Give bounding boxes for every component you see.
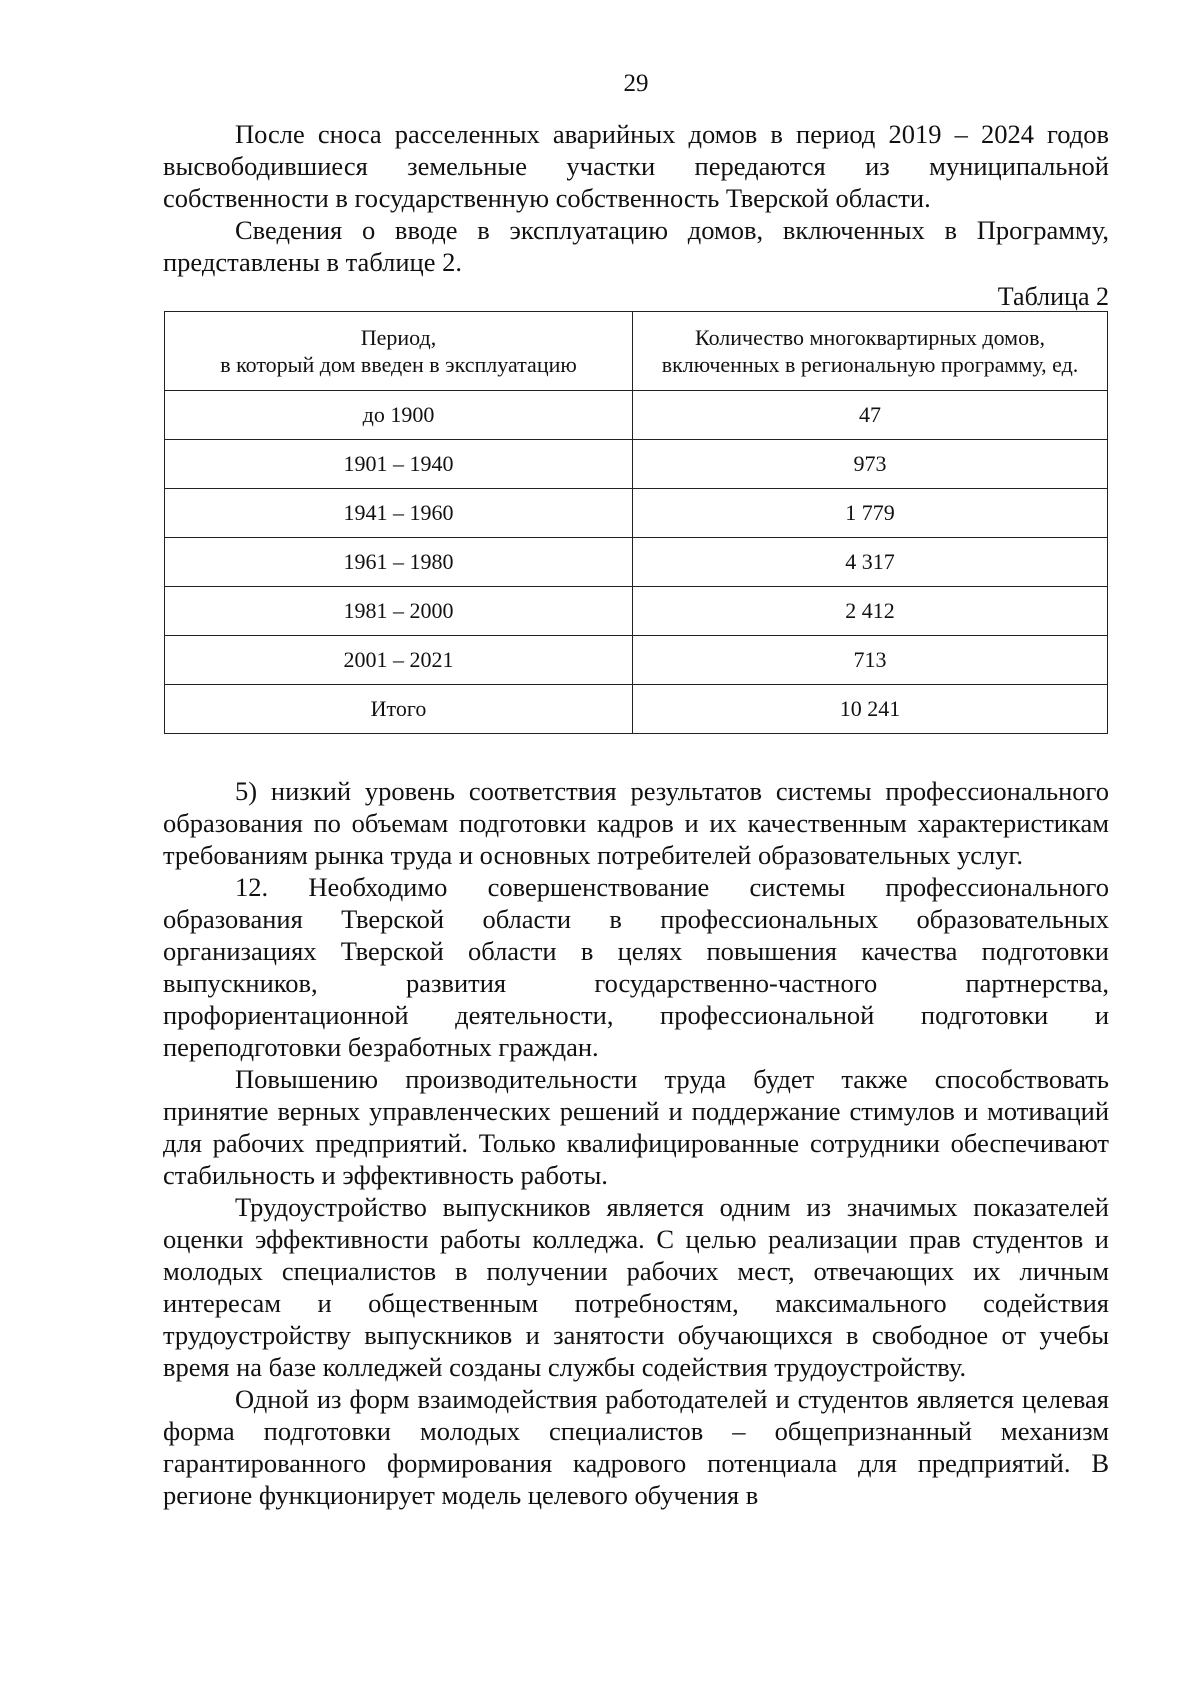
intro-paragraph: Сведения о вводе в эксплуатацию домов, включенных в Программу, представлены в таблице 2. xyxy=(163,215,1109,277)
table-row xyxy=(165,636,1108,685)
body-paragraph: Трудоустройство выпускников является одним из значимых показателей оценки эффективности работы колледжа. С целью реализации прав студентов и молодых специалистов в получении рабочих мест, отвечающих их личным интересам и общественным потребностям, максимального содействия трудоустройству выпускников и занятости обучающихся в свободное от учебы время на базе колледжей созданы службы содействия трудоустройству. xyxy=(163,1192,1109,1382)
row-period: 1941 – 1960 xyxy=(165,489,633,538)
row-count: 973 xyxy=(633,440,1108,489)
table-row xyxy=(165,587,1108,636)
row-count: 713 xyxy=(633,636,1108,685)
row-count: 4 317 xyxy=(633,538,1108,587)
intro-text xyxy=(163,118,1109,278)
header-period-line2: в который дом введен в эксплуатацию xyxy=(220,352,577,377)
table-row xyxy=(165,391,1108,440)
header-period-line1: Период, xyxy=(360,325,437,350)
total-count: 10 241 xyxy=(633,685,1108,734)
table-row xyxy=(165,538,1108,587)
row-count: 2 412 xyxy=(633,587,1108,636)
total-label: Итого xyxy=(165,685,633,734)
table-total-row xyxy=(165,685,1108,734)
table-caption: Таблица 2 xyxy=(997,282,1109,311)
row-period: 1901 – 1940 xyxy=(165,440,633,489)
table-header-row xyxy=(165,312,1108,391)
table-row xyxy=(165,440,1108,489)
header-count-line2: включенных в региональную программу, ед. xyxy=(661,352,1079,377)
body-paragraph: Повышению производительности труда будет также способствовать принятие верных управленческих решений и поддержание стимулов и мотиваций для рабочих предприятий. Только квалифицированные сотрудники обеспечивают стабильность и эффективность работы. xyxy=(163,1064,1109,1190)
row-count: 47 xyxy=(633,391,1108,440)
table-row xyxy=(165,489,1108,538)
row-period: 1961 – 1980 xyxy=(165,538,633,587)
row-count: 1 779 xyxy=(633,489,1108,538)
body-paragraph: 12. Необходимо совершенствование системы профессионального образования Тверской области в профессиональных образовательных организациях Тверской области в целях повышения качества подготовки выпускников, развития государственно-частного партнерства, профориентационной деятельности, профессиональной подготовки и переподготовки безработных граждан. xyxy=(163,872,1109,1062)
row-period: 1981 – 2000 xyxy=(165,587,633,636)
row-period: до 1900 xyxy=(165,391,633,440)
body-paragraph: 5) низкий уровень соответствия результатов системы профессионального образования по объемам подготовки кадров и их качественным характеристикам требованиям рынка труда и основных потребителей образовательных услуг. xyxy=(163,776,1109,870)
row-period: 2001 – 2021 xyxy=(165,636,633,685)
header-period xyxy=(165,312,633,391)
header-count xyxy=(633,312,1108,391)
housing-table xyxy=(164,311,1108,734)
intro-paragraph: После сноса расселенных аварийных домов в период 2019 – 2024 годов высвободившиеся земельные участки передаются из муниципальной собственности в государственную собственность Тверской области. xyxy=(163,119,1109,213)
body-paragraph: Одной из форм взаимодействия работодателей и студентов является целевая форма подготовки молодых специалистов – общепризнанный механизм гарантированного формирования кадрового потенциала для предприятий. В регионе функционирует модель целевого обучения в xyxy=(163,1384,1109,1510)
body-text xyxy=(163,775,1109,1511)
page-number: 29 xyxy=(623,70,649,97)
header-count-line1: Количество многоквартирных домов, xyxy=(695,325,1045,350)
